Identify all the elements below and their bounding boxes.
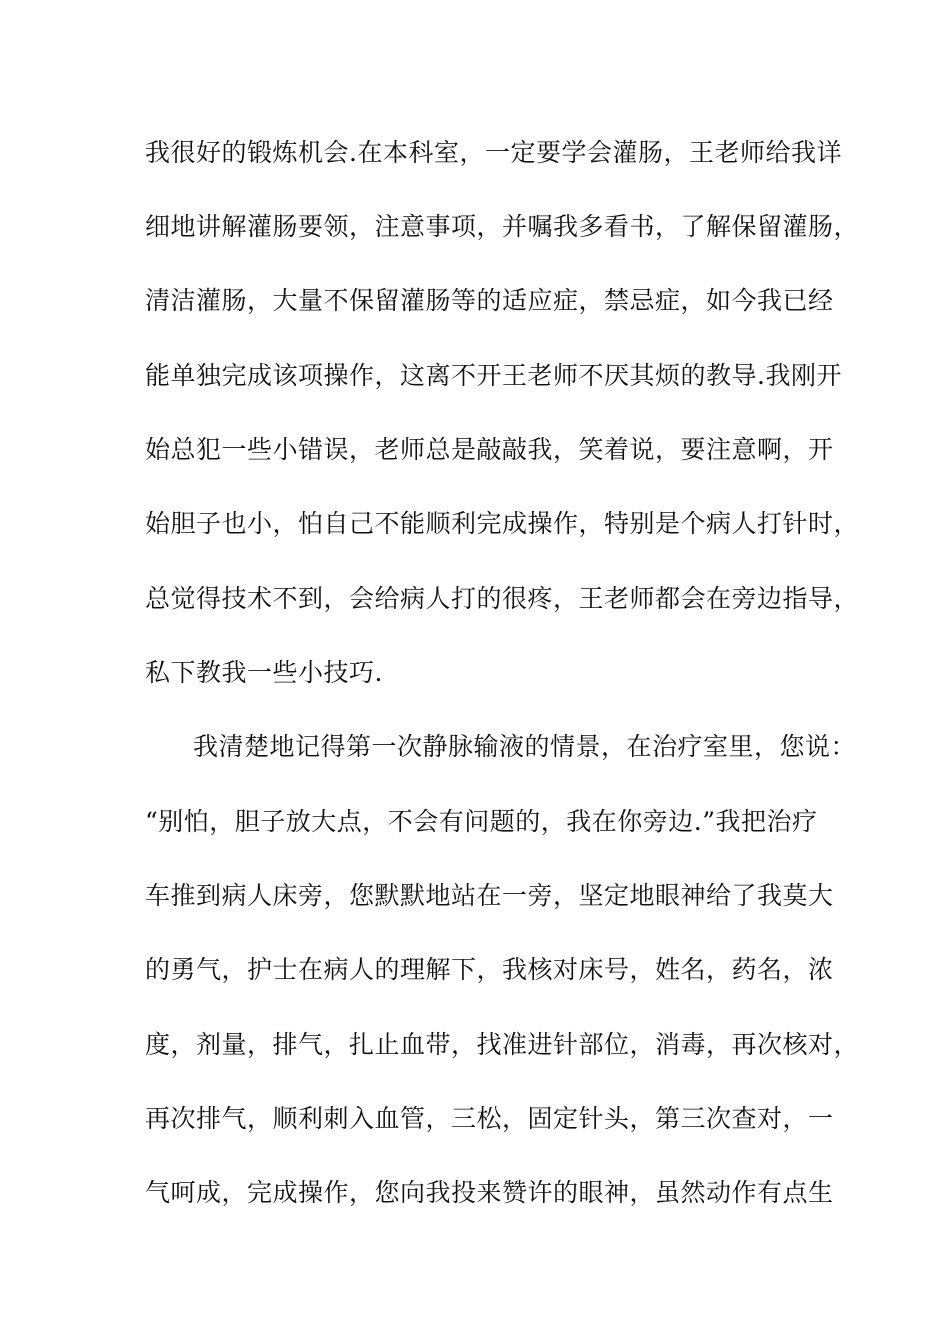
- text-line: 车推到病人床旁，您默默地站在一旁，坚定地眼神给了我莫大: [145, 881, 834, 910]
- text-line: 度，剂量，排气，扎止血带，找准进针部位，消毒，再次核对，: [145, 1030, 860, 1059]
- text-line: 我很好的锻炼机会.在本科室，一定要学会灌肠，王老师给我详: [145, 138, 842, 167]
- text-line: 再次排气，顺利刺入血管，三松，固定针头，第三次查对，一: [145, 1104, 834, 1133]
- text-line: 能单独完成该项操作，这离不开王老师不厌其烦的教导.我刚开: [145, 361, 842, 390]
- text-line: “别怕，胆子放大点，不会有问题的，我在你旁边.”我把治疗: [145, 807, 818, 836]
- paragraph-first-line: 我清楚地记得第一次静脉输液的情景，在治疗室里，您说：: [193, 732, 857, 761]
- text-line: 细地讲解灌肠要领，注意事项，并嘱我多看书，了解保留灌肠，: [145, 212, 860, 241]
- text-line: 清洁灌肠，大量不保留灌肠等的适应症，禁忌症，如今我已经: [145, 286, 834, 315]
- text-line: 总觉得技术不到，会给病人打的很疼，王老师都会在旁边指导，: [145, 584, 860, 613]
- text-line: 始总犯一些小错误，老师总是敲敲我，笑着说，要注意啊，开: [145, 435, 834, 464]
- text-line: 的勇气，护士在病人的理解下，我核对床号，姓名，药名，浓: [145, 955, 834, 984]
- text-line: 始胆子也小，怕自己不能顺利完成操作，特别是个病人打针时，: [145, 509, 860, 538]
- text-line: 气呵成，完成操作，您向我投来赞许的眼神，虽然动作有点生: [145, 1178, 834, 1207]
- text-line: 私下教我一些小技巧.: [145, 658, 383, 687]
